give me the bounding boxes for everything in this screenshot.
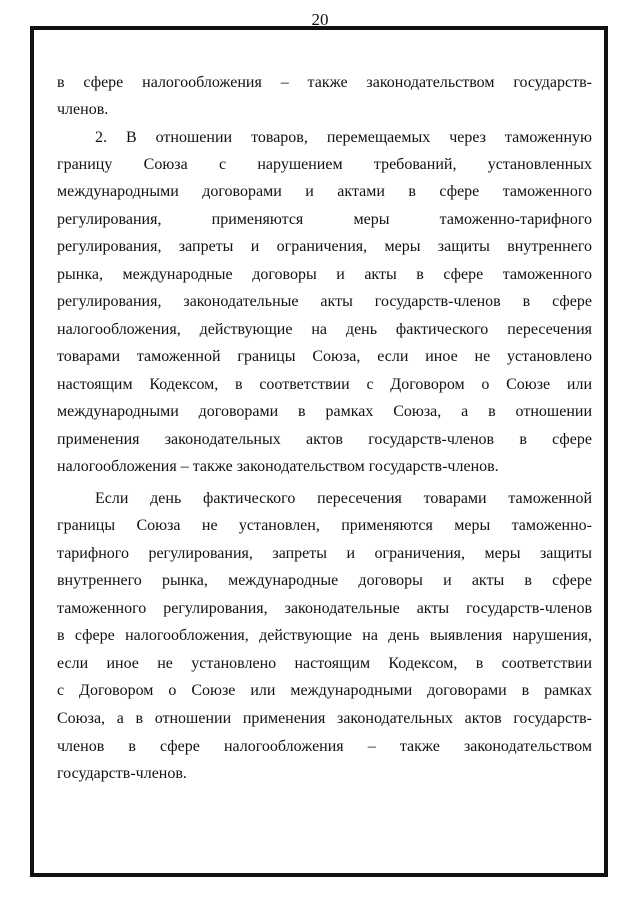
text-line: регулирования, законодательные акты государств-членов в сфере: [57, 293, 592, 310]
text-line: государств-членов.: [57, 765, 187, 782]
paragraph-first-line: Если день фактического пересечения товарами таможенной: [95, 490, 592, 507]
text-line: международными договорами и актами в сфере таможенного: [57, 183, 592, 200]
text-line: налогообложения – также законодательством государств-членов.: [57, 458, 499, 475]
text-line: в сфере налогообложения – также законодательством государств-: [57, 74, 592, 91]
page-number: 20: [311, 10, 329, 29]
text-line: с Договором о Союзе или международными договорами в рамках: [57, 682, 592, 699]
text-line: применения законодательных актов государств-членов в сфере: [57, 431, 592, 448]
text-line: членов.: [57, 101, 109, 118]
text-line: тарифного регулирования, запреты и ограничения, меры защиты: [57, 545, 592, 562]
text-line: в сфере налогообложения, действующие на день выявления нарушения,: [57, 627, 592, 644]
text-line: границы Союза не установлен, применяются меры таможенно-: [57, 517, 592, 534]
text-line: налогообложения, действующие на день фактического пересечения: [57, 321, 592, 338]
text-line: таможенного регулирования, законодательные акты государств-членов: [57, 600, 592, 617]
text-line: регулирования, запреты и ограничения, меры защиты внутреннего: [57, 238, 592, 255]
text-line: товарами таможенной границы Союза, если иное не установлено: [57, 348, 592, 365]
text-line: настоящим Кодексом, в соответствии с Договором о Союзе или: [57, 376, 592, 393]
text-line: если иное не установлено настоящим Кодексом, в соответствии: [57, 655, 592, 672]
paragraph-first-line: 2. В отношении товаров, перемещаемых через таможенную: [95, 129, 592, 146]
text-line: рынка, международные договоры и акты в сфере таможенного: [57, 266, 592, 283]
text-line: регулирования, применяются меры таможенно-тарифного: [57, 211, 592, 228]
text-line: границу Союза с нарушением требований, установленных: [57, 156, 592, 173]
text-line: международными договорами в рамках Союза, а в отношении: [57, 403, 592, 420]
text-line: внутреннего рынка, международные договоры и акты в сфере: [57, 572, 592, 589]
text-line: Союза, а в отношении применения законодательных актов государств-: [57, 710, 592, 727]
text-line: членов в сфере налогообложения – также законодательством: [57, 738, 592, 755]
